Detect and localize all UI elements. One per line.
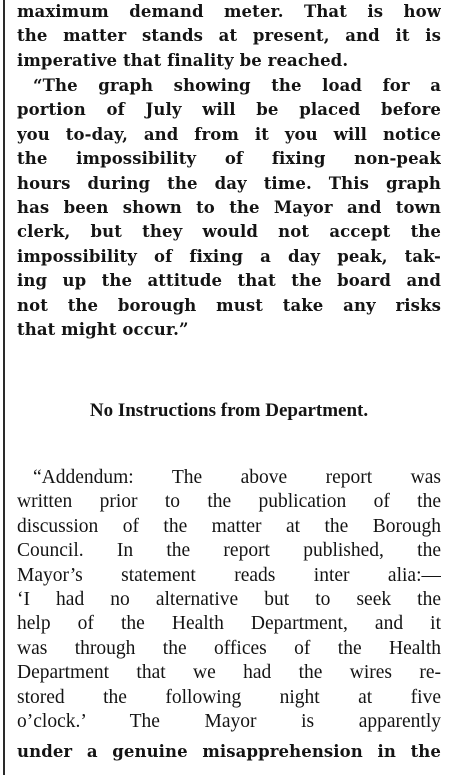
text-line: “The graph showing the load for a (33, 76, 441, 95)
text-line: Mayor’s statement reads inter alia:— (17, 564, 441, 586)
column-rule (3, 0, 5, 775)
text-line: o’clock.’ The Mayor is apparently (17, 710, 441, 732)
text-line: Council. In the report published, the (17, 540, 441, 562)
text-line: portion of July will be placed before (17, 100, 441, 120)
text-line: that might occur.” (17, 319, 189, 339)
text-line: maximum demand meter. That is how (17, 2, 441, 21)
text-line: ‘I had no alternative but to seek the (17, 588, 441, 610)
paragraph-continuation (17, 0, 441, 73)
section-heading: No Instructions from Department. (89, 400, 369, 421)
text-line: the matter stands at present, and it is (17, 26, 441, 46)
text-line: has been shown to the Mayor and town (17, 197, 441, 217)
text-line: was through the offices of the Health (17, 637, 441, 659)
paragraph-graph-quote (17, 74, 441, 342)
text-line: Department that we had the wires re- (17, 662, 441, 684)
text-line: clerk, but they would not accept the (17, 222, 441, 242)
text-line: the impossibility of fixing non-peak (17, 149, 441, 169)
paragraph-misapprehension (17, 740, 441, 764)
text-line: you to-day, and from it you will notice (17, 124, 441, 144)
text-line: ing up the attitude that the board and (17, 271, 441, 291)
text-line: help of the Health Department, and it (17, 613, 441, 635)
text-line: hours during the day time. This graph (17, 173, 441, 193)
text-line: imperative that finality be reached. (17, 50, 349, 70)
text-line: discussion of the matter at the Borough (17, 515, 441, 537)
text-line: “Addendum: The above report was (33, 467, 441, 488)
text-line: written prior to the publication of the (17, 491, 441, 513)
text-line: impossibility of fixing a day peak, tak- (17, 246, 441, 266)
text-line: stored the following night at five (17, 686, 441, 708)
text-line: not the borough must take any risks (17, 295, 441, 315)
paragraph-addendum (17, 466, 441, 734)
text-line: under a genuine misapprehension in the (17, 742, 441, 761)
